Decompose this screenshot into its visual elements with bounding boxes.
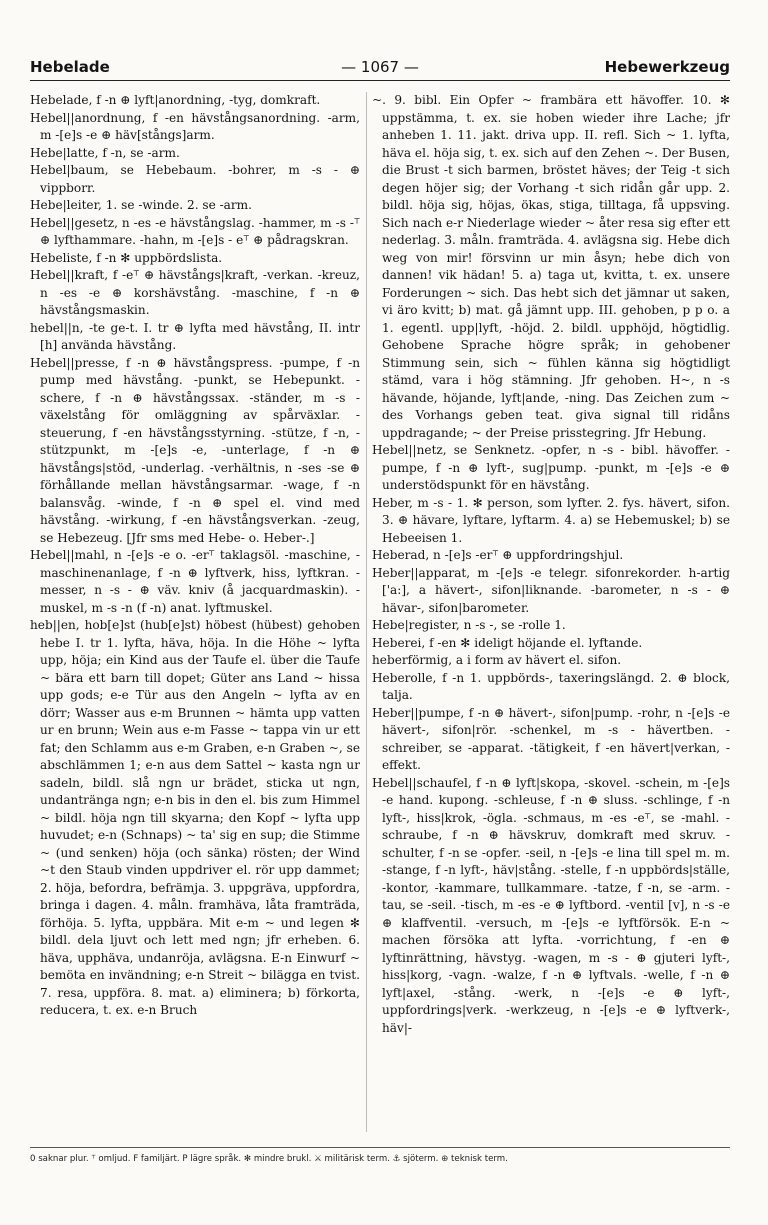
dictionary-entry: Hebe|leiter, 1. se -winde. 2. se -arm. <box>30 198 252 212</box>
dictionary-entry: ~. 9. bibl. Ein Opfer ~ frambära ett hävoffer. 10. ✻ uppstämma, t. ex. sie hoben wieder ihre Lache; jfr anheben 1. 11. jakt. driva upp. II. refl. Sich ~ 1. lyfta, häva el. höja sig, t. ex. sich auf den Zehen ~. Der Busen, die Brust -t sich barmen, bröstet häves; der Teig -t sich degen höjer sig; der Vorhang -t sich ridån går upp. 2. bildl. höja sig, höjas, ökas, stiga, tilltaga, få uppsving. Sich nach e-r Niederlage wieder ~ åter resa sig efter ett nederlag. 3. måln. framträda. 4. avlägsna sig. Hebe dich weg von mir! försvinn ur min åsyn; hebe dich von dannen! vik hädan! 5. a) taga ut, kvitta, t. ex. unsere Forderungen ~ sich. Das hebt sich det jämnar ut saken, vi äro kvitt; b) mat. gå jämnt upp. III. gehoben, p p o. a 1. egentl. upp|lyft, -höjd. 2. bildl. upphöjd, högtidlig. Gehobene Sprache högre språk; in gehobener Stimmung sein, sich ~ fühlen känna sig högtidligt stämd, vara i hög stämning. Jfr gehoben. H~, n -s hävande, höjande, lyft|ande, -ning. Das Zeichen zum ~ des Vorhangs geben teat. giva signal till ridåns uppdragande; ~ der Preise prisstegring. Jfr Hebung. <box>372 93 730 440</box>
dictionary-entry: Hebelade, f -n ⊕ lyft|anordning, -tyg, domkraft. <box>30 93 321 107</box>
dictionary-entry: heb||en, hob[e]st (hub[e]st) höbest (hübest) gehoben hebe I. tr 1. lyfta, häva, höja. In die Höhe ~ lyfta upp, höja; ein Kind aus der Taufe el. über die Taufe ~ bära ett barn till dopet; Güter ans Land ~ hissa upp gods; e-e Tür aus den Angeln ~ lyfta av en dörr; Wasser aus e-m Brunnen ~ hämta upp vatten ur en brunn; Wein aus e-m Fasse ~ tappa vin ur ett fat; den Schlamm aus e-m Graben, e-n Graben ~, se abschlämmen 1; e-n aus dem Sattel ~ kasta ngn ur sadeln, bildl. slå ngn ur brädet, sticka ut ngn, undantränga ngn; e-n bis in den el. bis zum Himmel ~ bildl. höja ngn till skyarna; den Kopf ~ lyfta upp huvudet; e-n (Schnaps) ~ ta' sig en sup; die Stimme ~ (und senken) höja (och sänka) rösten; der Wind ~t den Staub vinden uppdriver el. rör upp dammet; 2. höja, befordra, befrämja. 3. uppgräva, uppfordra, bringa i dagen. 4. måln. framhäva, låta framträda, förhöja. 5. lyfta, uppbära. Mit e-m ~ und legen ✻ bildl. dela ljuvt och lett med ngn; jfr erheben. 6. häva, upphäva, undanröja, avlägsna. E-n Einwurf ~ bemöta en invändning; e-n Streit ~ bilägga en tvist. 7. resa, uppföra. 8. mat. a) eliminera; b) förkorta, reducera, t. ex. e-n Bruch <box>30 618 360 1017</box>
dictionary-entry: Hebeliste, f -n ✻ uppbördslista. <box>30 250 223 265</box>
dictionary-entry: Hebel|baum, se Hebebaum. -bohrer, m -s - ⊕ vippborr. <box>30 163 360 195</box>
dictionary-entry: heberförmig, a i form av hävert el. sifon. <box>372 653 622 667</box>
dictionary-entry: Hebel||anordnung, f -en hävstångsanordning. -arm, m -[e]s -e ⊕ häv[stångs]arm. <box>30 110 360 142</box>
header-guide-word-right: Hebewerkzeug <box>604 58 730 76</box>
left-column <box>30 92 360 1132</box>
dictionary-entry: Heberad, n -[e]s -er⸆ ⊕ uppfordringshjul. <box>372 548 624 562</box>
dictionary-entry: Heberei, f -en ✻ ideligt höjande el. lyftande. <box>372 635 643 650</box>
right-column <box>372 92 730 1132</box>
dictionary-entry: Heber, m -s - 1. ✻ person, som lyfter. 2. fys. hävert, sifon. 3. ⊕ hävare, lyftare, lyftarm. 4. a) se Hebemuskel; b) se Hebeeisen 1. <box>372 495 730 545</box>
dictionary-entry: Hebel||presse, f -n ⊕ hävstångspress. -pumpe, f -n pump med hävstång. -punkt, se Hebepunkt. -schere, f -n ⊕ hävstångssax. -ständer, m -s - växelstång för omläggning av spårväxlar. -steuerung, f -en hävstångsstyrning. -stütze, f -n, -stützpunkt, m -[e]s -e, -unterlage, f -n ⊕ hävstångs|stöd, -underlag. -verhältnis, n -ses -se ⊕ förhållande mellan hävstångsarmar. -wage, f -n balansvåg. -winde, f -n ⊕ spel el. vind med hävstång. -wirkung, f -en hävstångsverkan. -zeug, se Hebezeug. [Jfr sms med Hebe- o. Heber-.] <box>30 355 360 545</box>
dictionary-entry: Hebel||netz, se Senknetz. -opfer, n -s - bibl. hävoffer. -pumpe, f -n ⊕ lyft-, sug|pump. -punkt, m -[e]s -e ⊕ understödspunkt för en hävstång. <box>372 443 730 492</box>
dictionary-entry: Heber||apparat, m -[e]s -e telegr. sifonrekorder. h-artig ['a:], a hävert-, sifon|liknande. -barometer, n -s - ⊕ hävar-, sifon|barometer. <box>372 565 730 615</box>
dictionary-entry: Hebel||mahl, n -[e]s -e o. -er⸆ taklagsöl. -maschine, -maschinenanlage, f -n ⊕ lyftverk, hiss, lyftkran. -messer, n -s - ⊕ väv. kniv (å jacquardmaskin). -muskel, m -s -n (f -n) anat. lyftmuskel. <box>30 548 360 615</box>
footer-legend: 0 saknar plur. ⸆ omljud. F familjärt. P lägre språk. ✻ mindre brukl. ⚔ militärisk term. ⚓ sjöterm. ⊕ teknisk term. <box>30 1147 730 1164</box>
dictionary-entry: Hebel||schaufel, f -n ⊕ lyft|skopa, -skovel. -schein, m -[e]s -e hand. kupong. -schleuse, f -n ⊕ sluss. -schlinge, f -n lyft-, hiss|krok, -ögla. -schmaus, m -es -e⸆, se -mahl. -schraube, f -n ⊕ hävskruv, domkraft med skruv. -schulter, f -n se -opfer. -seil, n -[e]s -e lina till spel m. m. -stange, f -n lyft-, häv|stång. -stelle, f -n uppbörds|ställe, -kontor, -kammare, tullkammare. -tatze, f -n, se -arm. -tau, se -seil. -tisch, m -es -e ⊕ lyftbord. -ventil [v], n -s -e ⊕ klaffventil. -versuch, m -[e]s -e lyftförsök. E-n ~ machen försöka att lyfta. -vorrichtung, f -en ⊕ lyftinrättning, hävstyg. -wagen, m -s - ⊕ gjuteri lyft-, hiss|korg, -vagn. -walze, f -n ⊕ lyftvals. -welle, f -n ⊕ lyft|axel, -stång. -werk, n -[e]s -e ⊕ lyft-, uppfordrings|verk. -werkzeug, n -[e]s -e ⊕ lyftverk-, häv|- <box>372 775 730 1035</box>
dictionary-entry: hebel||n, -te ge-t. I. tr ⊕ lyfta med hävstång, II. intr [h] använda hävstång. <box>30 320 360 352</box>
page-number: — 1067 — <box>341 58 419 76</box>
header-guide-word-left: Hebelade <box>30 58 110 76</box>
dictionary-entry: Hebe|latte, f -n, se -arm. <box>30 145 180 160</box>
dictionary-entry: Heberolle, f -n 1. uppbörds-, taxeringslängd. 2. ⊕ block, talja. <box>372 670 730 702</box>
dictionary-entry: Hebel||gesetz, n -es -e hävstångslag. -hammer, m -s -⸆ ⊕ lyfthammare. -hahn, m -[e]s - e⸆ ⊕ pådragskran. <box>30 215 360 247</box>
dictionary-entry: Hebel||kraft, f -e⸆ ⊕ hävstångs|kraft, -verkan. -kreuz, n -es -e ⊕ korshävstång. -maschine, f -n ⊕ hävstångsmaskin. <box>30 268 360 317</box>
page-header <box>30 54 730 81</box>
dictionary-entry: Heber||pumpe, f -n ⊕ hävert-, sifon|pump. -rohr, n -[e]s -e hävert-, sifon|rör. -schenkel, m -s - hävertben. -schreiber, se -apparat. -tätigkeit, f -en hävert|verkan, -effekt. <box>372 705 730 772</box>
dictionary-entry: Hebe|register, n -s -, se -rolle 1. <box>372 618 566 632</box>
column-divider <box>366 92 367 1132</box>
